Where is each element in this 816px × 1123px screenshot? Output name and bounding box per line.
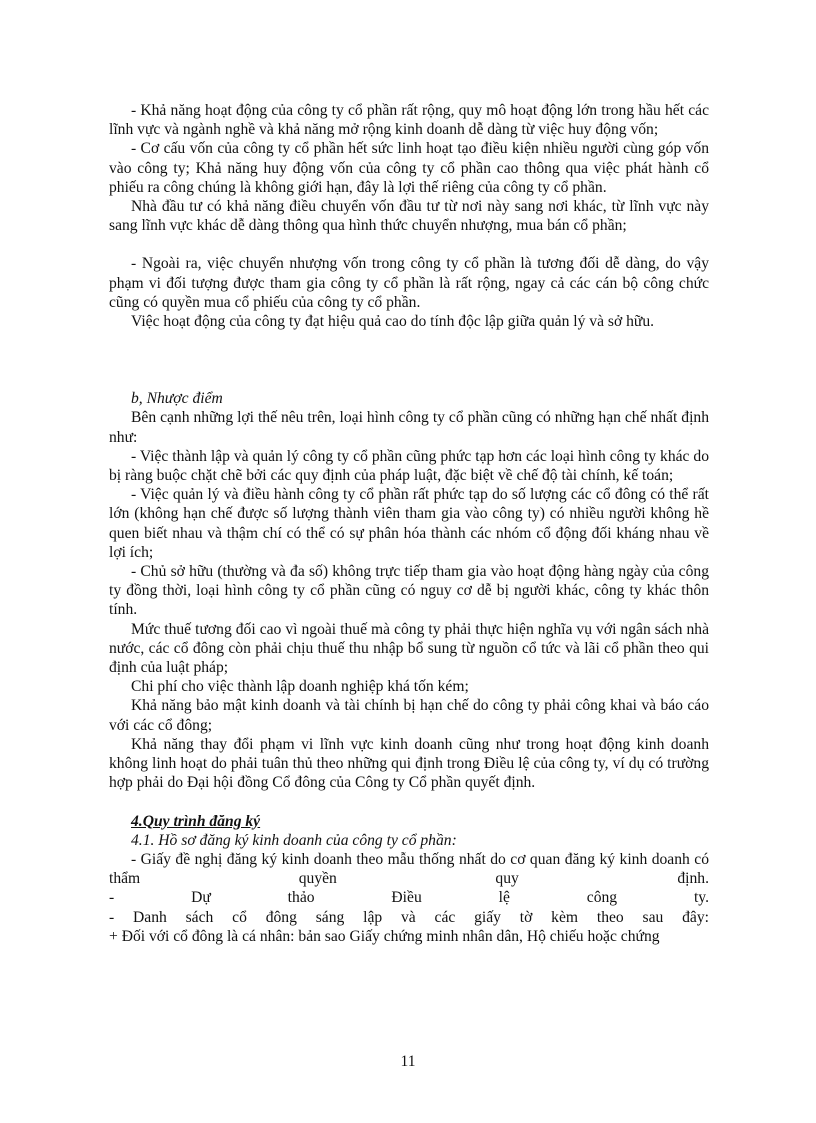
paragraph: Mức thuế tương đối cao vì ngoài thuế mà công ty phải thực hiện nghĩa vụ với ngân sách nhà nước, các cổ đông còn phải chịu thuế thu nhập bổ sung từ nguồn cổ tức và lãi cổ phần theo qui định của luật pháp; bbox=[109, 620, 709, 677]
page-number: 11 bbox=[400, 1053, 416, 1070]
paragraph: - Dự thảo Điều lệ công ty. bbox=[109, 889, 709, 907]
section-heading-nhuoc-diem: b, Nhược điểm bbox=[131, 390, 223, 408]
subsection-heading-ho-so: 4.1. Hồ sơ đăng ký kinh doanh của công ty cổ phần: bbox=[131, 831, 457, 849]
paragraph: - Chủ sở hữu (thường và đa số) không trực tiếp tham gia vào hoạt động hàng ngày của công ty đồng thời, loại hình công ty cổ phần cũng có nguy cơ dễ bị người khác, công ty khác thôn tính. bbox=[109, 563, 709, 619]
paragraph: - Giấy đề nghị đăng ký kinh doanh theo mẫu thống nhất do cơ quan đăng ký kinh doanh có thẩm quyền quy định. bbox=[109, 850, 709, 888]
paragraph: - Ngoài ra, việc chuyển nhượng vốn trong công ty cổ phần là tương đối dễ dàng, do vậy phạm vi đối tượng được tham gia công ty cổ phần là rất rộng, ngay cả các cán bộ công chức cũng có quyền mua cổ phiếu của công ty cổ phần. bbox=[109, 255, 709, 311]
paragraph: + Đối với cổ đông là cá nhân: bản sao Giấy chứng minh nhân dân, Hộ chiếu hoặc chứng bbox=[109, 927, 660, 945]
paragraph: - Khả năng hoạt động của công ty cổ phần rất rộng, quy mô hoạt động lớn trong hầu hết các lĩnh vực và ngành nghề và khả năng mở rộng kinh doanh dễ dàng từ việc huy động vốn; bbox=[109, 102, 709, 139]
paragraph: Khả năng thay đổi phạm vi lĩnh vực kinh doanh cũng như trong hoạt động kinh doanh không linh hoạt do phải tuân thủ theo những qui định trong Điều lệ của công ty, ví dụ có trường hợp phải do Đại hội đồng Cổ đông của Công ty Cổ phần quyết định. bbox=[109, 735, 709, 792]
document-page bbox=[109, 101, 709, 946]
paragraph: Khả năng bảo mật kinh doanh và tài chính bị hạn chế do công ty phải công khai và báo cáo với các cổ đông; bbox=[109, 697, 709, 734]
paragraph: Nhà đầu tư có khả năng điều chuyển vốn đầu tư từ nơi này sang nơi khác, từ lĩnh vực này sang lĩnh vực khác dễ dàng thông qua hình thức chuyển nhượng, mua bán cổ phần; bbox=[109, 198, 709, 235]
paragraph: - Việc thành lập và quản lý công ty cổ phần cũng phức tạp hơn các loại hình công ty khác do bị ràng buộc chặt chẽ bởi các quy định của pháp luật, đặc biệt về chế độ tài chính, kế toán; bbox=[109, 447, 709, 485]
paragraph: - Việc quản lý và điều hành công ty cổ phần rất phức tạp do số lượng các cổ đông có thể rất lớn (không hạn chế được số lượng thành viên tham gia vào công ty) có nhiều người không hề quen biết nhau và thậm chí có thể có sự phân hóa thành các nhóm cổ động đối kháng nhau về lợi ích; bbox=[109, 486, 709, 561]
section-heading-quy-trinh: 4.Quy trình đăng ký bbox=[131, 812, 261, 830]
paragraph: - Cơ cấu vốn của công ty cổ phần hết sức linh hoạt tạo điều kiện nhiều người cùng góp vốn vào công ty; Khả năng huy động vốn của công ty cổ phần cao thông qua việc phát hành cổ phiếu ra công chúng là không giới hạn, đây là lợi thế riêng của công ty cổ phần. bbox=[109, 140, 709, 196]
paragraph: Việc hoạt động của công ty đạt hiệu quả cao do tính độc lập giữa quản lý và sở hữu. bbox=[131, 313, 655, 331]
paragraph: - Danh sách cổ đông sáng lập và các giấy tờ kèm theo sau đây: bbox=[109, 908, 709, 926]
paragraph: Bên cạnh những lợi thế nêu trên, loại hình công ty cổ phần cũng có những hạn chế nhất định như: bbox=[109, 409, 709, 446]
paragraph: Chi phí cho việc thành lập doanh nghiệp khá tốn kém; bbox=[131, 678, 469, 696]
